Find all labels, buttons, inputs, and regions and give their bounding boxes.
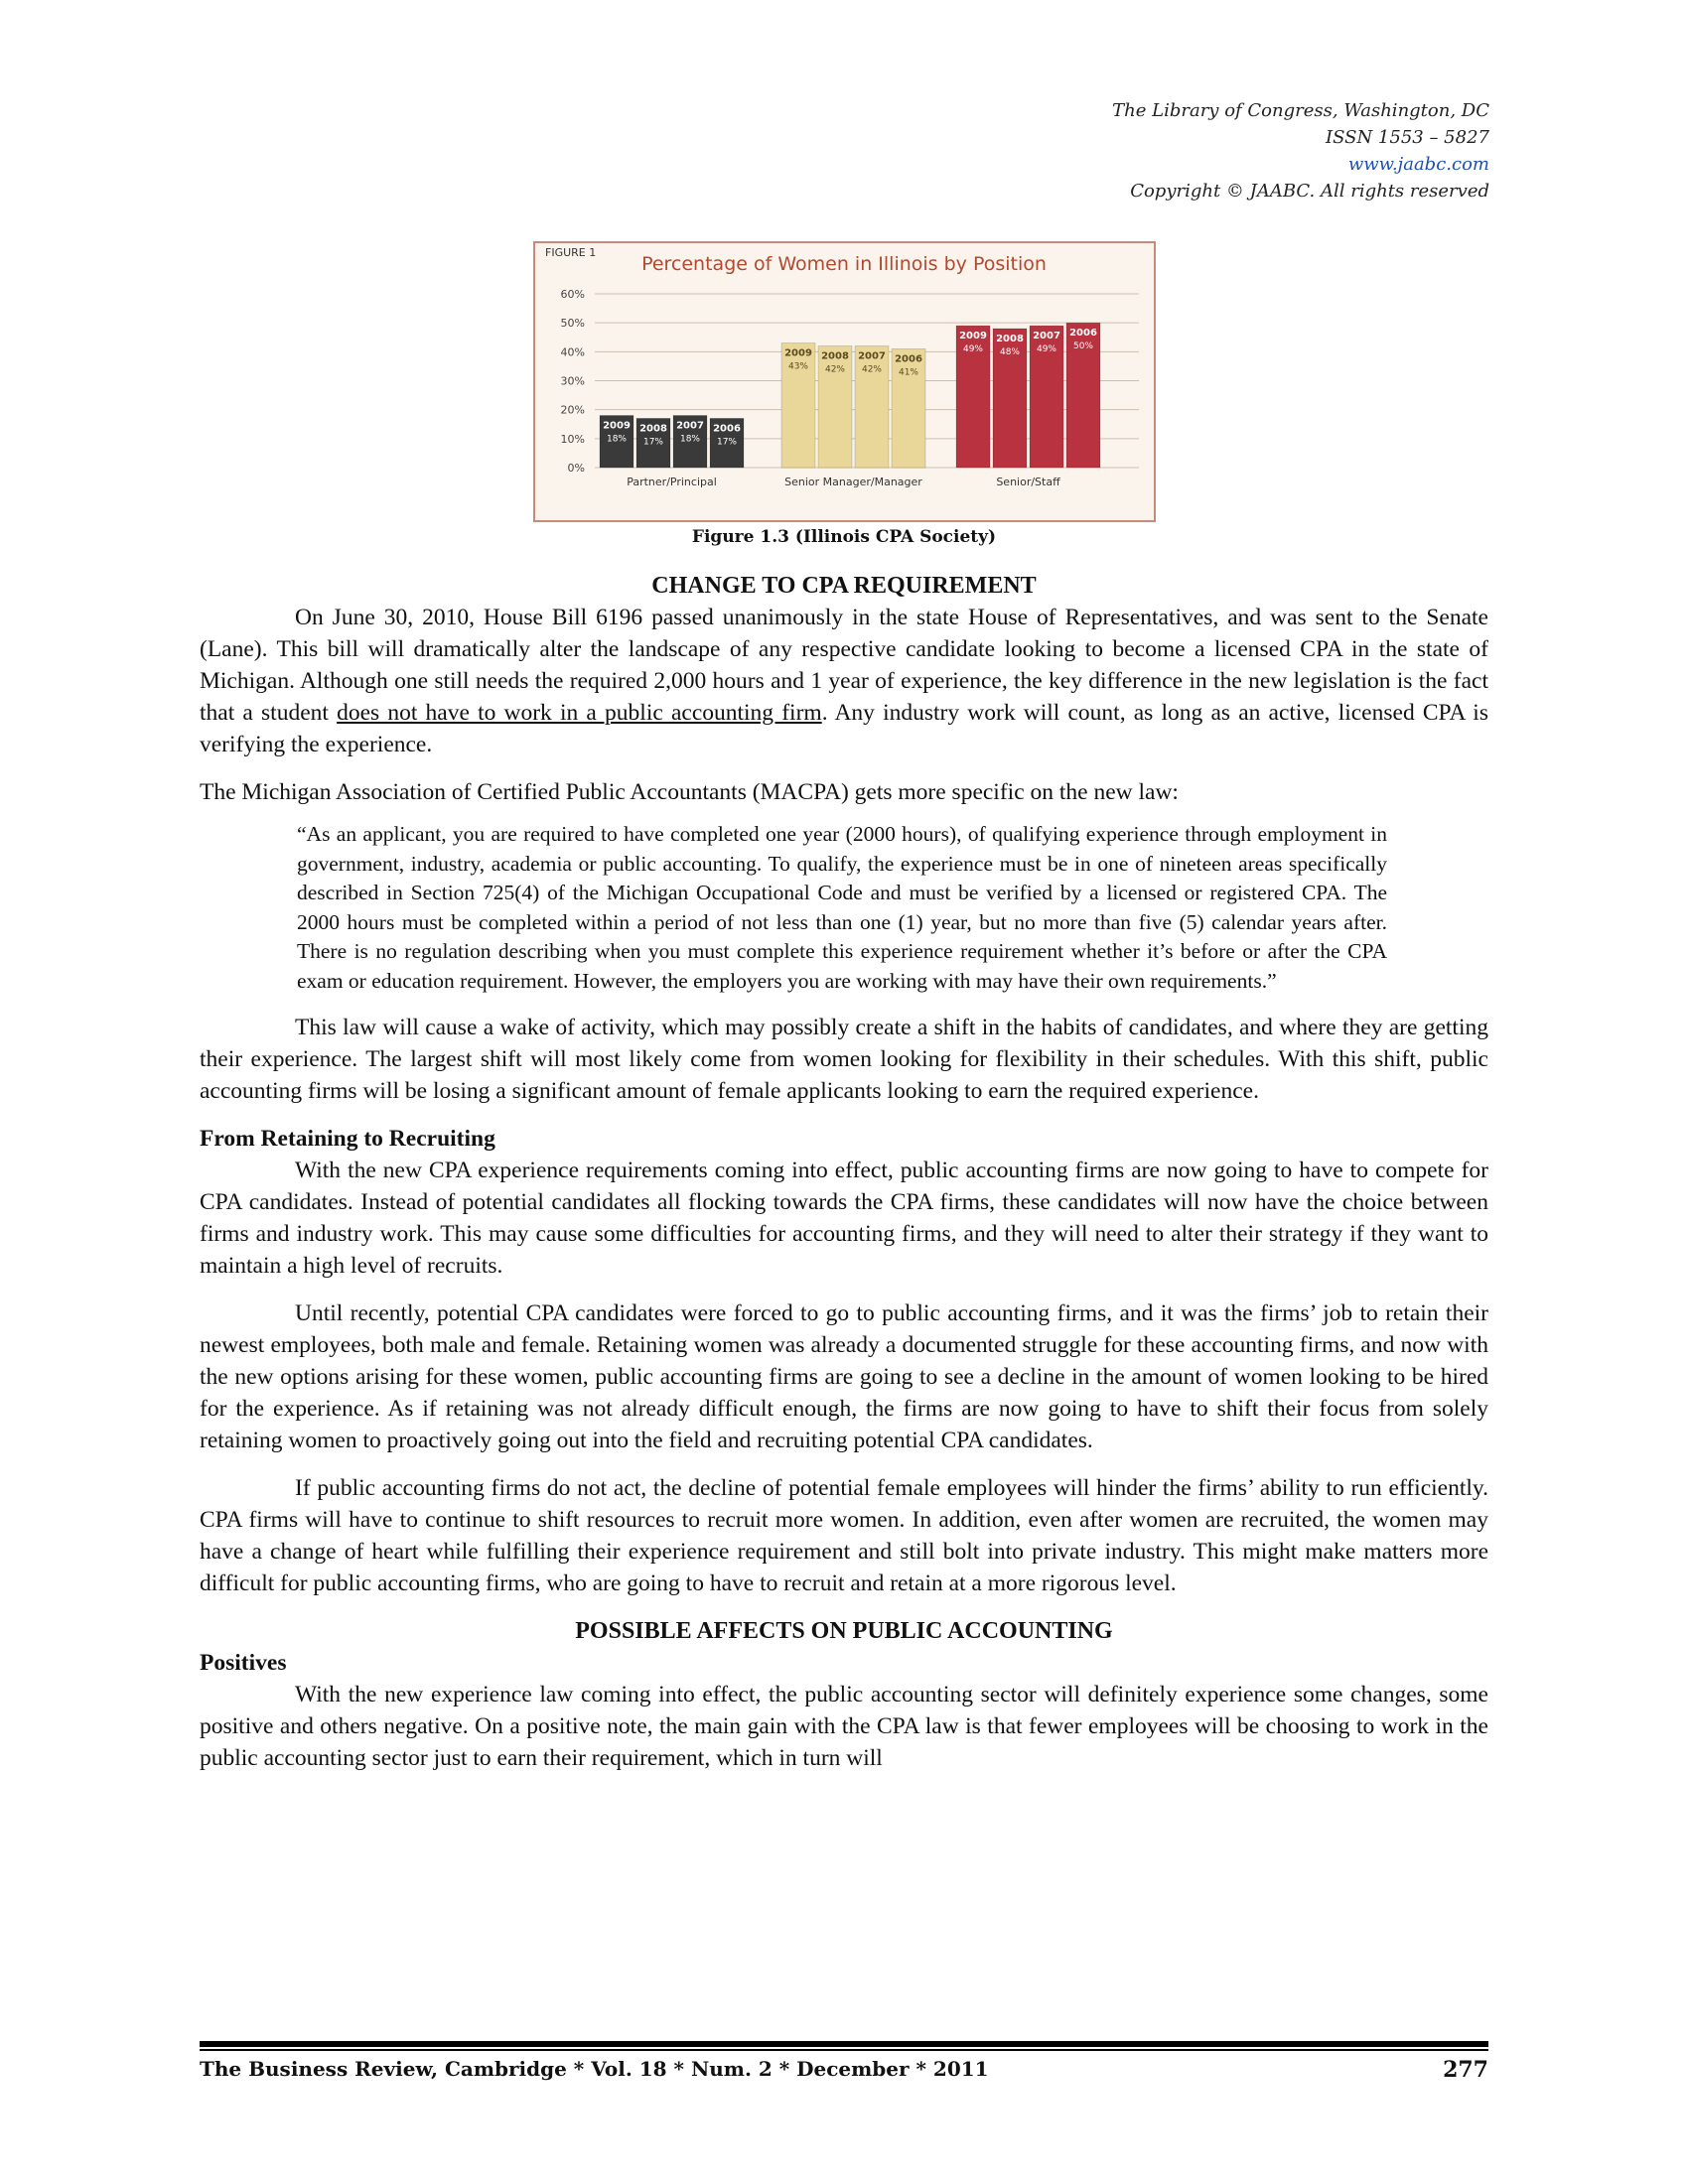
subheading-positives: Positives bbox=[200, 1650, 287, 1676]
bar-value-label: 49% bbox=[1036, 344, 1057, 355]
paragraph: The Michigan Association of Certified Public Accountants (MACPA) gets more specific on the new law: bbox=[200, 779, 1179, 805]
figure-chart bbox=[533, 241, 1156, 522]
header-line-1: The Library of Congress, Washington, DC bbox=[1112, 100, 1489, 121]
bar-year-label: 2008 bbox=[996, 334, 1024, 344]
bar-value-label: 41% bbox=[898, 367, 919, 378]
page-header bbox=[1112, 97, 1489, 205]
bar-year-label: 2009 bbox=[959, 331, 987, 342]
header-line-4: Copyright © JAABC. All rights reserved bbox=[1130, 181, 1489, 202]
footer-rule bbox=[200, 2049, 1488, 2051]
bar-year-label: 2008 bbox=[821, 350, 849, 362]
paragraph: With the new CPA experience requirements coming into effect, public accounting firms are now going to have to compete for CPA candidates. Instead of potential candidates all flocking towards the CPA firms, these candidates will now have the choice between firms and industry work. This may cause some difficulties for accounting firms, and they will need to alter their strategy if they want to maintain a high level of recruits. bbox=[200, 1158, 1488, 1279]
y-tick-label: 20% bbox=[560, 403, 585, 417]
x-category-label: Senior/Staff bbox=[996, 476, 1060, 488]
bar-value-label: 18% bbox=[606, 434, 628, 445]
paragraph bbox=[200, 602, 1488, 760]
page-number: 277 bbox=[1443, 2057, 1488, 2083]
bar-year-label: 2007 bbox=[676, 420, 704, 432]
x-category-label: Senior Manager/Manager bbox=[784, 476, 922, 488]
section-heading-cpa-requirement: CHANGE TO CPA REQUIREMENT bbox=[651, 573, 1037, 599]
block-quote: “As an applicant, you are required to have completed one year (2000 hours), of qualifying experience through employment in government, industry, academia or public accounting. To qualify, the experience must be in one of nineteen areas specifically described in Section 725(4) of the Michigan Occupational Code and must be verified by a licensed or registered CPA. The 2000 hours must be completed within a period of not less than one (1) year, but no more than five (5) calendar years after. There is no regulation describing when you must complete this experience requirement whether it’s before or after the CPA exam or education requirement. However, the employers you are working with may have their own requirements.” bbox=[297, 822, 1387, 993]
bar-year-label: 2009 bbox=[603, 420, 631, 432]
bar-value-label: 48% bbox=[999, 347, 1021, 357]
y-tick-label: 40% bbox=[560, 345, 585, 359]
bar-value-label: 17% bbox=[642, 437, 664, 448]
underlined-text: does not have to work in a public accounting firm bbox=[337, 700, 822, 726]
y-tick-label: 50% bbox=[560, 317, 585, 331]
bar-value-label: 43% bbox=[787, 361, 809, 372]
paragraph: Until recently, potential CPA candidates were forced to go to public accounting firms, and it was the firms’ job to retain their newest employees, both male and female. Retaining women was already a documented struggle for these accounting firms, and now with the new options arising for these women, public accounting firms are going to see a decline in the amount of women looking to be hired for the experience. As if retaining was not already difficult enough, the firms are now going to have to shift their focus from solely retaining women to proactively going out into the field and recruiting potential CPA candidates. bbox=[200, 1300, 1488, 1453]
header-line-2: ISSN 1553 – 5827 bbox=[1326, 127, 1489, 148]
bar-value-label: 17% bbox=[716, 437, 738, 448]
bar-value-label: 49% bbox=[962, 344, 984, 355]
y-tick-label: 60% bbox=[560, 288, 585, 301]
section-heading-affects: POSSIBLE AFFECTS ON PUBLIC ACCOUNTING bbox=[575, 1618, 1113, 1644]
chart-title: Percentage of Women in Illinois by Position bbox=[641, 253, 1047, 275]
y-tick-label: 0% bbox=[567, 462, 585, 475]
bar-year-label: 2009 bbox=[784, 347, 812, 359]
bar-year-label: 2007 bbox=[1033, 331, 1060, 342]
bar-year-label: 2008 bbox=[639, 423, 667, 435]
footer-journal: The Business Review, Cambridge * Vol. 18 * Num. 2 * December * 2011 bbox=[200, 2057, 989, 2081]
y-tick-label: 30% bbox=[560, 374, 585, 388]
page-footer bbox=[200, 2057, 1488, 2081]
x-category-label: Partner/Principal bbox=[627, 476, 717, 488]
bar-value-label: 42% bbox=[861, 364, 883, 375]
bar-year-label: 2007 bbox=[858, 350, 886, 362]
bar-year-label: 2006 bbox=[713, 423, 741, 435]
bar-value-label: 18% bbox=[679, 434, 701, 445]
paragraph-text: On June 30, 2010, House Bill 6196 passed unanimously in the state House of Representatives, and was sent to the Senate (Lane). This bill will dramatically alter the landscape of any respective candidate looking to become a licensed CPA in the state of Michigan. Although one still needs the required 2,000 hours and 1 year of experience, the key difference in the new legislation is the fact that a student bbox=[200, 605, 1488, 726]
subheading-retaining: From Retaining to Recruiting bbox=[200, 1126, 495, 1152]
bar-year-label: 2006 bbox=[1069, 328, 1097, 340]
figure-label: FIGURE 1 bbox=[545, 246, 597, 259]
figure-caption: Figure 1.3 (Illinois CPA Society) bbox=[691, 527, 997, 547]
footer-rule bbox=[200, 2041, 1488, 2047]
bar-value-label: 50% bbox=[1072, 341, 1094, 352]
header-link[interactable]: www.jaabc.com bbox=[1347, 154, 1489, 175]
paragraph-text: . Any industry work will count, as long as an active, licensed CPA is verifying the experience. bbox=[200, 700, 1488, 757]
main-content bbox=[200, 570, 1488, 1774]
bar-year-label: 2006 bbox=[895, 353, 922, 365]
paragraph: With the new experience law coming into effect, the public accounting sector will definitely experience some changes, some positive and others negative. On a positive note, the main gain with the CPA law is that fewer employees will be choosing to work in the public accounting sector just to earn their requirement, which in turn will bbox=[200, 1682, 1488, 1771]
bar-value-label: 42% bbox=[824, 364, 846, 375]
paragraph: This law will cause a wake of activity, which may possibly create a shift in the habits of candidates, and where they are getting their experience. The largest shift will most likely come from women looking for flexibility in their schedules. With this shift, public accounting firms will be losing a significant amount of female applicants looking to earn the required experience. bbox=[200, 1015, 1488, 1104]
chart-bar bbox=[892, 348, 925, 468]
y-tick-label: 10% bbox=[560, 432, 585, 446]
paragraph: If public accounting firms do not act, the decline of potential female employees will hinder the firms’ ability to run efficiently. CPA firms will have to continue to shift resources to recruit more women. In addition, even after women are recruited, the women may have a change of heart while fulfilling their experience requirement and still bolt into private industry. This might make matters more difficult for public accounting firms, who are going to have to recruit and retain at a more rigorous level. bbox=[200, 1475, 1488, 1596]
